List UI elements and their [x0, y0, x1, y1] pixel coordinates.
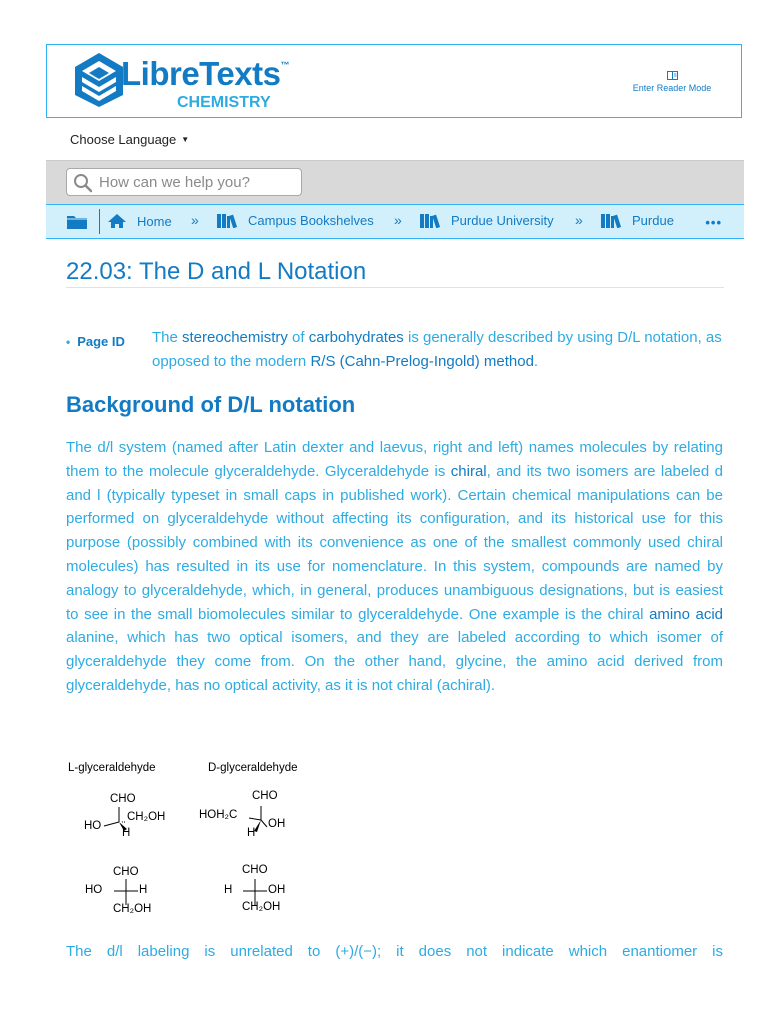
home-icon: [107, 213, 127, 229]
page-id-label: Page ID: [77, 334, 125, 349]
chem-label: CHO: [113, 866, 139, 878]
breadcrumb-separator: »: [575, 212, 583, 228]
chem-label: OH: [268, 884, 286, 896]
chem-label: HO: [84, 820, 102, 832]
chem-label: CH₂OH: [113, 903, 152, 915]
page-title: 22.03: The D and L Notation: [66, 258, 367, 285]
breadcrumb-home-label: Home: [137, 213, 172, 229]
folder-button[interactable]: [66, 213, 88, 230]
body-paragraph-2: The d/l labeling is unrelated to (+)/(−); it does not indicate which enantiomer is: [66, 943, 723, 960]
glyceraldehyde-figure: [66, 760, 366, 930]
breadcrumb-item-purdue-university[interactable]: [420, 213, 554, 228]
search-input[interactable]: [99, 172, 295, 192]
breadcrumb-separator: »: [191, 212, 199, 228]
breadcrumb-separator: »: [394, 212, 402, 228]
figure-label-d: D-glyceraldehyde: [208, 762, 298, 774]
bookshelf-icon: [601, 213, 623, 228]
intro-text: The stereochemistry of carbohydrates is generally described by using D/L notation, as opposed to the modern R/S (Cahn-Prelog-Ingold) method.: [152, 329, 722, 370]
more-icon[interactable]: •••: [705, 215, 722, 230]
chem-label: CHO: [252, 790, 278, 802]
page-id-toggle[interactable]: [66, 334, 125, 349]
breadcrumb-item-purdue[interactable]: [601, 213, 674, 228]
search-icon: [73, 173, 93, 193]
folder-icon: [66, 213, 88, 230]
caret-down-icon: ▼: [181, 135, 190, 144]
chem-label: CH₂OH: [127, 811, 166, 823]
book-icon: [667, 71, 678, 80]
chem-label: OH: [268, 818, 286, 830]
reader-mode-button[interactable]: [627, 71, 717, 93]
breadcrumb-item-campus-bookshelves[interactable]: [217, 213, 374, 228]
link-chiral[interactable]: chiral: [450, 462, 487, 480]
chem-label: HOH₂C: [199, 809, 238, 821]
logo-wordmark: LibreTexts™: [121, 55, 289, 92]
chem-label: H: [247, 827, 256, 839]
site-header: [46, 44, 742, 118]
chem-label: CHO: [110, 793, 136, 805]
search-box[interactable]: [66, 168, 302, 196]
libretexts-logo[interactable]: [71, 51, 311, 113]
libretexts-logo-icon: [71, 51, 127, 109]
logo-subtitle: CHEMISTRY: [177, 94, 271, 111]
chem-label: H: [224, 884, 233, 896]
breadcrumb: [46, 204, 744, 239]
structure-bonds: [66, 760, 366, 930]
link-rs[interactable]: R/S: [310, 353, 336, 370]
breadcrumb-divider: [99, 209, 100, 234]
bookshelf-icon: [217, 213, 239, 228]
figure-label-l: L-glyceraldehyde: [68, 762, 156, 774]
breadcrumb-item-label: Purdue University: [451, 213, 554, 228]
link-amino-acid[interactable]: amino acid: [649, 605, 723, 623]
breadcrumb-home[interactable]: [107, 213, 172, 229]
link-stereochemistry[interactable]: stereochemistry: [182, 329, 288, 346]
chem-label: HO: [85, 884, 103, 896]
chem-label: H: [122, 827, 131, 839]
bookshelf-icon: [420, 213, 442, 228]
bullet-icon: •: [66, 335, 71, 349]
breadcrumb-item-label: Purdue: [632, 213, 674, 228]
chem-label: H: [139, 884, 148, 896]
body-paragraph: The d/l system (named after Latin dexter and laevus, right and left) names molecules by relating them to the molecule glyceraldehyde. Glyceraldehyde is chiral, and its two isomers are labeled d and l (typically typeset in small caps in published work). Certain chemical manipulations can be performed on glyceraldehyde without affecting its configuration, and its historical use for this purpose (possibly combined with its convenience as one of the smallest commonly used chiral molecules) has resulted in its use for nomenclature. In this system, compounds are named by analogy to glyceraldehyde, which, in general, produces unambiguous designations, but is easiest to see in the small biomolecules similar to glyceraldehyde. One example is the chiral amino acid alanine, which has two optical isomers, and they are labeled according to which isomer of glyceraldehyde they come from. On the other hand, glycine, the amino acid derived from glyceraldehyde, has no optical activity, as it is not chiral (achiral).: [66, 439, 723, 694]
language-label: Choose Language: [70, 132, 177, 147]
search-bar: [46, 160, 744, 205]
breadcrumb-item-label: Campus Bookshelves: [248, 213, 374, 228]
section-heading: Background of D/L notation: [66, 392, 356, 417]
link-cip-method[interactable]: (Cahn-Prelog-Ingold) method: [339, 353, 534, 370]
title-divider: [66, 287, 724, 288]
language-selector[interactable]: [70, 132, 189, 147]
reader-mode-label: Enter Reader Mode: [632, 83, 712, 93]
chem-label: CH₂OH: [242, 901, 281, 913]
link-carbohydrates[interactable]: carbohydrates: [308, 329, 404, 346]
chem-label: CHO: [242, 864, 268, 876]
